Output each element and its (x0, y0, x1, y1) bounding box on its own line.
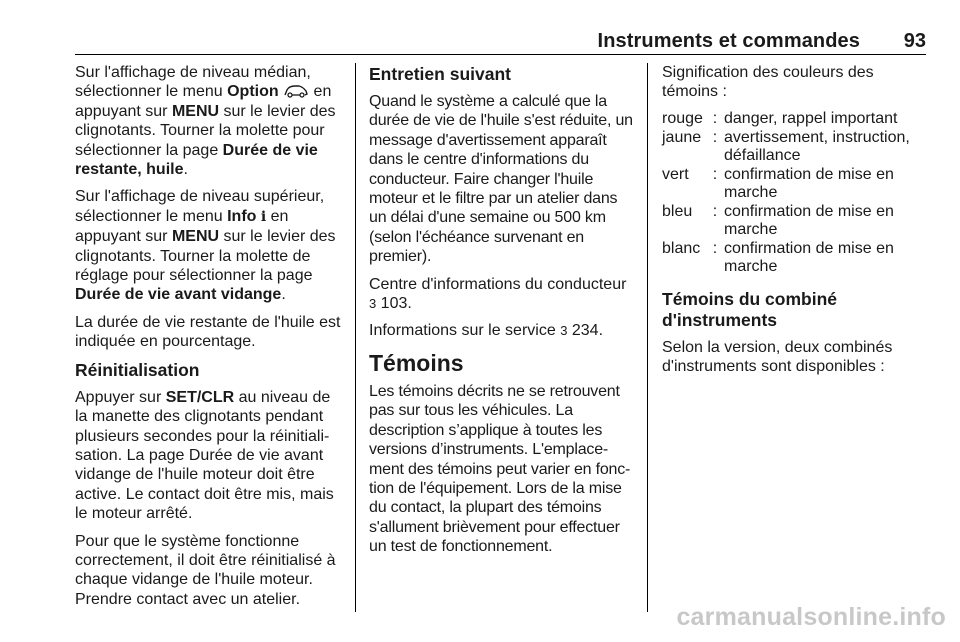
paragraph (369, 321, 637, 340)
paragraph (75, 63, 343, 179)
column-divider (647, 63, 648, 612)
color-name: blanc (662, 239, 701, 257)
arrow-icon: 3 (369, 296, 377, 312)
text: Centre d'informations du conducteur (369, 275, 627, 293)
page-label: Durée de vie restante, huile (75, 141, 318, 179)
column-3 (662, 63, 930, 385)
paragraph: Pour que le système fonctionne correctement, il doit être réinitialisé à chaque vidange de l'huile moteur. Prendre contact avec un atelier. (75, 532, 336, 608)
separator: : (712, 239, 718, 257)
separator: : (712, 109, 718, 127)
color-name: vert (662, 165, 689, 183)
page-title: Instruments et commandes (597, 30, 860, 52)
color-meaning: confirmation de mise en marche (724, 239, 894, 275)
color-meaning: confirmation de mise en marche (724, 202, 894, 238)
table-row (662, 129, 930, 166)
text: Informations sur le service (369, 322, 561, 340)
chapter-heading: Témoins (369, 349, 464, 376)
page-label: Durée de vie avant vidange (75, 286, 282, 304)
color-name: bleu (662, 202, 693, 220)
text: . (281, 286, 286, 304)
info-icon: i (260, 208, 267, 225)
paragraph (369, 275, 637, 314)
section-heading: Réinitialisation (75, 359, 200, 380)
text: Sur l'affichage de niveau médian, sélectionner le menu (75, 64, 311, 101)
color-meaning: danger, rappel important (724, 109, 898, 127)
watermark: carmanualsonline.info (676, 603, 946, 631)
paragraph: Selon la version, deux combinés d'instruments sont disponibles : (662, 338, 893, 376)
table-row (662, 240, 930, 277)
color-meaning: confirmation de mise en marche (724, 165, 894, 201)
paragraph: La durée de vie restante de l'huile est indiquée en pourcentage. (75, 313, 341, 351)
table-row (662, 110, 930, 129)
text: en appuyant sur (75, 83, 332, 120)
paragraph: Quand le système a calculé que la durée de vie de l'huile s'est réduite, un message d'avertissement apparaît dans le centre d'informations du conducteur. Faire changer l'huile moteur et le filtre par un atelier dans un délai d'une semaine ou 500 km (selon l'échéance survenant en premier). (369, 93, 633, 266)
column-2 (369, 63, 637, 565)
text: . (183, 161, 188, 179)
text: sur le levier des clignotants. Tourner la molette de réglage pour sélectionner la page (75, 228, 336, 285)
column-divider (355, 63, 356, 612)
table-row (662, 166, 930, 203)
color-name: jaune (662, 128, 702, 146)
menu-button-label: MENU (171, 102, 220, 120)
button-label: SET/CLR (165, 388, 235, 406)
page-number: 93 (903, 30, 926, 52)
column-1 (75, 63, 343, 617)
text: en appuyant sur (75, 207, 289, 246)
color-meaning: avertissement, instruction, défaillance (724, 128, 910, 164)
page-reference: 103. (376, 295, 412, 313)
paragraph (75, 388, 343, 524)
text: Appuyer sur (75, 388, 166, 406)
page-reference: 234. (567, 322, 604, 340)
page-header (75, 28, 926, 55)
car-icon (283, 84, 309, 98)
separator: : (712, 128, 718, 146)
separator: : (712, 202, 718, 220)
paragraph: Signification des couleurs des témoins : (662, 64, 874, 101)
text: sur le levier des clignotants. Tourner la molette pour sélectionner la page (75, 102, 336, 159)
text: au niveau de la manette des clignotants pendant plusieurs secondes pour la réinitiali- sation. La page Durée de vie avant vidange de l'huile moteur doit être active. Le contact doit être mis, mais le moteur arrêté. (75, 388, 334, 523)
section-heading: Entretien suivant (369, 64, 511, 84)
paragraph (75, 187, 343, 304)
text: Sur l'affichage de niveau supérieur, sélectionner le menu (75, 188, 325, 225)
menu-info-label: Info (227, 207, 257, 225)
color-name: rouge (662, 109, 703, 127)
menu-option-label: Option (227, 83, 279, 101)
menu-button-label: MENU (171, 228, 220, 246)
arrow-icon: 3 (560, 323, 568, 339)
table-row (662, 203, 930, 240)
color-meaning-table (662, 110, 930, 277)
separator: : (712, 165, 718, 183)
paragraph: Les témoins décrits ne se retrouvent pas sur tous les véhicules. La description s’applique à toutes les versions d’instruments. L'emplace- ment des témoins peut varier en fonc- tion de l'équipement. Lors de la mise du contact, la plupart des témoins s'allument brièvement pour effectuer un test de fonctionnement. (369, 382, 631, 556)
section-heading: Témoins du combiné d'instruments (662, 288, 838, 330)
